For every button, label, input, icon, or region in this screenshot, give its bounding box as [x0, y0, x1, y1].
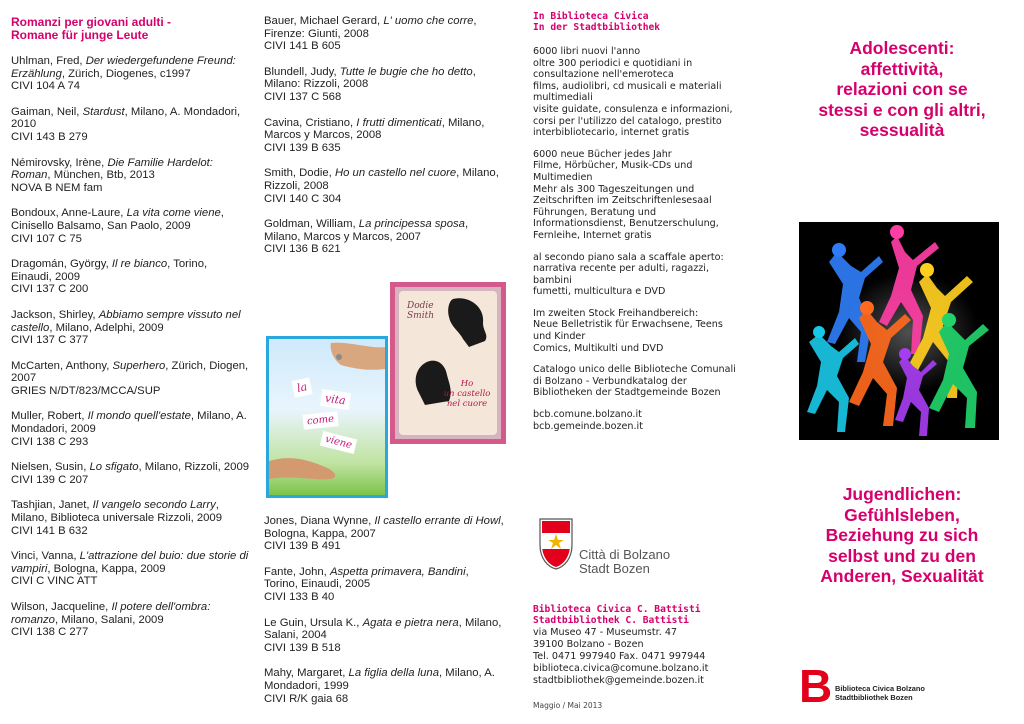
library-logo-icon: B — [799, 660, 833, 712]
shelf-mark: CIVI R/K gaia 68 — [264, 692, 349, 705]
shelf-mark: CIVI C VINC ATT — [11, 575, 98, 588]
shelf-mark: CIVI 139 B 635 — [264, 141, 341, 154]
cover-title-line: Gefühlsleben, — [844, 504, 960, 525]
address-lines — [533, 627, 708, 687]
cover-title-line: Beziehung zu sich — [825, 525, 979, 545]
library-logo-text — [835, 684, 925, 702]
shelf-mark: CIVI 133 B 40 — [264, 590, 335, 603]
address-street: via Museo 47 - Museumstr. 47 — [533, 627, 678, 638]
cover-title — [439, 379, 495, 409]
book-entry: Bondoux, Anne-Laure, La vita come viene, Cinisello Balsamo, San Paolo, 2009 CIVI 107 C 75 — [11, 207, 224, 245]
book-list-bottom — [264, 515, 504, 718]
website-link-it[interactable]: bcb.comune.bolzano.it — [533, 409, 642, 421]
info-paragraph-floor-de: Im zweiten Stock Freihandbereich: Neue Belletristik für Erwachsene, Teens und Kinder Comics, Multikulti und DVD — [533, 307, 723, 354]
cover-word: viene — [320, 431, 358, 454]
cover-title-line: Ho — [460, 379, 474, 389]
info-title — [533, 11, 660, 33]
shelf-mark: CIVI 138 C 277 — [11, 626, 89, 639]
shelf-mark: CIVI 137 C 568 — [264, 90, 342, 103]
issue-date: Maggio / Mai 2013 — [533, 701, 603, 710]
cover-word: vita — [320, 389, 351, 410]
book-entry: Vinci, Vanna, L'attrazione del buio: due storie di vampiri, Bologna, Kappa, 2009 CIVI C VINC ATT — [11, 550, 249, 588]
book-entry: Mahy, Margaret, La figlia della luna, Milano, A. Mondadori, 1999 CIVI R/K gaia 68 — [264, 667, 495, 705]
city-name-it: Città di Bolzano — [579, 547, 671, 562]
book-cover-la-vita-come-viene — [266, 336, 388, 498]
dancing-silhouettes-image — [799, 222, 999, 440]
cover-author — [407, 301, 434, 321]
shelf-mark: CIVI 104 A 74 — [11, 80, 81, 93]
website-link-de[interactable]: bcb.gemeinde.bozen.it — [533, 420, 643, 432]
cover-word: come — [302, 411, 338, 430]
info-paragraph-services-de: 6000 neue Bücher jedes Jahr Filme, Hörbücher, Musik-CDs und Multimedien Mehr als 300 Tageszeitungen und Zeitschriften im Zeitschriftenlesesaal Führungen, Beratung und Informationsdienst, Benutzerschulung, Fernleihe, Internet gratis — [533, 148, 719, 241]
info-paragraph-floor-it: al secondo piano sala a scaffale aperto: narrativa recente per adulti, ragazzi, bambini fumetti, multicultura e DVD — [533, 251, 724, 298]
column-book-list-2 — [264, 0, 504, 724]
info-paragraphs — [533, 46, 773, 442]
cover-author-first: Dodie — [407, 301, 434, 311]
info-paragraph-catalog: Catalogo unico delle Biblioteche Comunali di Bolzano - Verbundkatalog der Bibliotheken der Stadtgemeinde Bozen — [533, 364, 736, 399]
column-book-list-1 — [11, 0, 251, 724]
city-name-de: Stadt Bozen — [579, 561, 650, 576]
cover-title-line: Anderen, Sexualität — [820, 566, 984, 586]
book-entry: Uhlman, Fred, Der wiedergefundene Freund: Erzählung, Zürich, Diogenes, c1997 CIVI 104 A 74 — [11, 55, 236, 93]
cover-title-line: affettività, — [860, 58, 944, 79]
address-title-de: Stadtbibliothek C. Battisti — [533, 615, 689, 626]
shelf-mark: CIVI 139 B 518 — [264, 641, 341, 654]
library-name-de: Stadtbibliothek Bozen — [835, 693, 913, 702]
info-title-de: In der Stadtbibliothek — [533, 22, 661, 33]
book-cover-ho-un-castello-nel-cuore — [390, 282, 506, 444]
address-title-it: Biblioteca Civica C. Battisti — [533, 604, 701, 615]
shelf-mark: CIVI 107 C 75 — [11, 232, 82, 245]
shelf-mark: CIVI 139 C 207 — [11, 473, 89, 486]
book-entry: Cavina, Cristiano, I frutti dimenticati, Milano, Marcos y Marcos, 2008 CIVI 139 B 635 — [264, 116, 485, 154]
address-phone: Tel. 0471 997940 Fax. 0471 997944 — [533, 651, 706, 662]
address-city: 39100 Bolzano - Bozen — [533, 639, 644, 650]
book-entry: Dragomán, György, Il re bianco, Torino, Einaudi, 2009 CIVI 137 C 200 — [11, 258, 208, 296]
cover-title-it — [785, 38, 1019, 141]
shelf-mark: CIVI 137 C 377 — [11, 334, 89, 347]
shelf-mark: CIVI 137 C 200 — [11, 283, 89, 296]
book-entry: Smith, Dodie, Ho un castello nel cuore, Milano, Rizzoli, 2008 CIVI 140 C 304 — [264, 167, 499, 205]
book-entry: Goldman, William, La principessa sposa, Milano, Marcos y Marcos, 2007 CIVI 136 B 621 — [264, 218, 469, 256]
cover-title-line: Jugendlichen: — [842, 484, 962, 504]
book-list — [11, 55, 251, 652]
cover-author-last: Smith — [407, 311, 434, 321]
shelf-mark: NOVA B NEM fam — [11, 181, 103, 194]
cover-title-line: sessualità — [859, 120, 945, 140]
city-coat-of-arms-icon — [536, 515, 576, 571]
cover-title-de — [785, 484, 1019, 587]
shelf-mark: CIVI 143 B 279 — [11, 130, 88, 143]
section-title-de: Romane für junge Leute — [11, 28, 149, 42]
book-entry: Blundell, Judy, Tutte le bugie che ho detto, Milano: Rizzoli, 2008 CIVI 137 C 568 — [264, 65, 476, 103]
email-link-it[interactable]: biblioteca.civica@comune.bolzano.it — [533, 663, 709, 674]
library-name-it: Biblioteca Civica Bolzano — [835, 684, 925, 693]
book-entry: Bauer, Michael Gerard, L' uomo che corre, Firenze: Giunti, 2008 CIVI 141 B 605 — [264, 15, 477, 53]
book-entry: Nielsen, Susin, Lo sfigato, Milano, Rizzoli, 2009 CIVI 139 C 207 — [11, 461, 250, 486]
info-paragraph-services-it: 6000 libri nuovi l'anno oltre 300 periodici e quotidiani in consultazione nell'emeroteca films, audiolibri, cd musicali e materiali multimediali visite guidate, consulenza e informazioni, corsi per l'utilizzo del catalogo, prestito interbibliotecario, internet gratis — [533, 46, 733, 139]
shelf-mark: CIVI 139 B 491 — [264, 540, 341, 553]
column-library-info — [533, 0, 773, 724]
shelf-mark: CIVI 141 B 605 — [264, 40, 341, 53]
book-entry: Wilson, Jacqueline, Il potere dell'ombra: romanzo, Milano, Salani, 2009 CIVI 138 C 277 — [11, 601, 211, 639]
cover-title-line: nel cuore — [446, 399, 488, 409]
cover-title-line: selbst und zu den — [828, 545, 976, 566]
cover-title-line: un castello — [443, 389, 491, 399]
book-entry: Némirovsky, Irène, Die Familie Hardelot: Roman, München, Btb, 2013 NOVA B NEM fam — [11, 156, 213, 194]
address-block — [533, 604, 708, 697]
book-entry: Fante, John, Aspetta primavera, Bandini, Torino, Einaudi, 2005 CIVI 133 B 40 — [264, 565, 469, 603]
book-entry: Le Guin, Ursula K., Agata e pietra nera, Milano, Salani, 2004 CIVI 139 B 518 — [264, 616, 502, 654]
book-entry: Muller, Robert, Il mondo quell'estate, Milano, A. Mondadori, 2009 CIVI 138 C 293 — [11, 410, 247, 448]
shelf-mark: CIVI 138 C 293 — [11, 435, 89, 448]
section-title-it: Romanzi per giovani adulti - — [11, 15, 172, 29]
cover-title-line: relazioni con se — [836, 79, 968, 99]
shelf-mark: CIVI 140 C 304 — [264, 192, 342, 205]
book-entry: Gaiman, Neil, Stardust, Milano, A. Mondadori, 2010 CIVI 143 B 279 — [11, 105, 241, 143]
book-list-top — [264, 15, 504, 269]
info-title-it: In Biblioteca Civica — [533, 11, 649, 22]
cover-title-line: Adolescenti: — [849, 38, 955, 58]
shelf-mark: CIVI 136 B 621 — [264, 243, 341, 256]
info-paragraph-websites — [533, 409, 773, 432]
section-title — [11, 16, 171, 42]
cover-word: la — [291, 377, 312, 397]
book-entry: Jones, Diana Wynne, Il castello errante di Howl, Bologna, Kappa, 2007 CIVI 139 B 491 — [264, 515, 504, 553]
city-name — [579, 548, 670, 576]
email-link-de[interactable]: stadtbibliothek@gemeinde.bozen.it — [533, 675, 704, 686]
book-entry: McCarten, Anthony, Superhero, Zürich, Diogen, 2007 GRIES N/DT/823/MCCA/SUP — [11, 359, 249, 397]
column-cover — [785, 0, 1024, 724]
cover-title-line: stessi e con gli altri, — [818, 99, 986, 120]
shelf-mark: CIVI 141 B 632 — [11, 524, 88, 537]
shelf-mark: GRIES N/DT/823/MCCA/SUP — [11, 384, 161, 397]
book-entry: Jackson, Shirley, Abbiamo sempre vissuto nel castello, Milano, Adelphi, 2009 CIVI 137 C 377 — [11, 308, 241, 347]
book-entry: Tashjian, Janet, Il vangelo secondo Larry, Milano, Biblioteca universale Rizzoli, 2009 CIVI 141 B 632 — [11, 499, 222, 537]
